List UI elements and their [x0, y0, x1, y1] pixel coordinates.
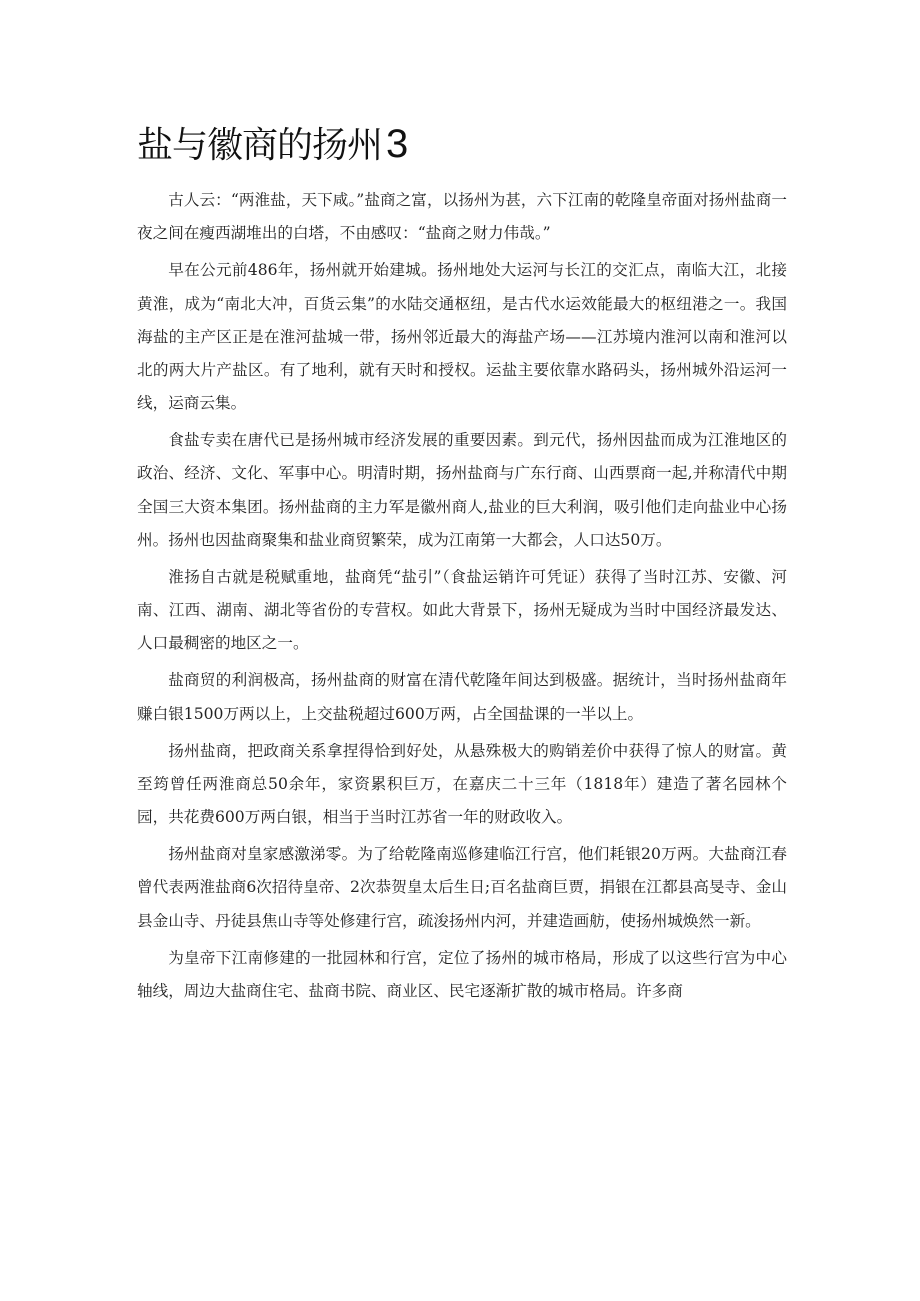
article-body: [137, 184, 787, 1012]
paragraph: 盐商贸的利润极高，扬州盐商的财富在清代乾隆年间达到极盛。据统计，当时扬州盐商年赚白银1500万两以上，上交盐税超过600万两，占全国盐课的一半以上。: [137, 671, 787, 723]
paragraph: 扬州盐商，把政商关系拿捏得恰到好处，从悬殊极大的购销差价中获得了惊人的财富。黄至筠曾任两淮商总50余年，家资累积巨万，在嘉庆二十三年（1818年）建造了著名园林个园，共花费600万两白银，相当于当时江苏省一年的财政收入。: [137, 741, 787, 827]
paragraph: 为皇帝下江南修建的一批园林和行宫，定位了扬州的城市格局，形成了以这些行宫为中心轴线，周边大盐商住宅、盐商书院、商业区、民宅逐渐扩散的城市格局。许多商: [137, 948, 787, 1000]
paragraph: 扬州盐商对皇家感激涕零。为了给乾隆南巡修建临江行宫，他们耗银20万两。大盐商江春曾代表两淮盐商6次招待皇帝、2次恭贺皇太后生日;百名盐商巨贾，捐银在江都县高旻寺、金山县金山寺、丹徒县焦山寺等处修建行宫，疏浚扬州内河，并建造画舫，使扬州城焕然一新。: [137, 845, 787, 930]
paragraph: 食盐专卖在唐代已是扬州城市经济发展的重要因素。到元代，扬州因盐而成为江淮地区的政治、经济、文化、军事中心。明清时期，扬州盐商与广东行商、山西票商一起,并称清代中期全国三大资本集团。扬州盐商的主力军是徽州商人,盐业的巨大利润，吸引他们走向盐业中心扬州。扬州也因盐商聚集和盐业商贸繁荣，成为江南第一大都会，人口达50万。: [137, 431, 787, 549]
page-title: [137, 118, 407, 172]
paragraph: 淮扬自古就是税赋重地，盐商凭“盐引”（食盐运销许可凭证）获得了当时江苏、安徽、河南、江西、湖南、湖北等省份的专营权。如此大背景下，扬州无疑成为当时中国经济最发达、人口最稠密的地区之一。: [137, 567, 787, 653]
paragraph: 早在公元前486年，扬州就开始建城。扬州地处大运河与长江的交汇点，南临大江，北接黄淮，成为“南北大冲，百货云集”的水陆交通枢纽，是古代水运效能最大的枢纽港之一。我国海盐的主产区正是在淮河盐城一带，扬州邻近最大的海盐产场——江苏境内淮河以南和淮河以北的两大片产盐区。有了地利，就有天时和授权。运盐主要依靠水路码头，扬州城外沿运河一线，运商云集。: [137, 261, 787, 413]
paragraph: 古人云：“两淮盐，天下咸。”盐商之富，以扬州为甚，六下江南的乾隆皇帝面对扬州盐商一夜之间在瘦西湖堆出的白塔，不由感叹：“盐商之财力伟哉。”: [137, 191, 787, 243]
title-number: 3: [386, 122, 408, 166]
title-text: 盐与徽商的扬州: [137, 125, 383, 166]
